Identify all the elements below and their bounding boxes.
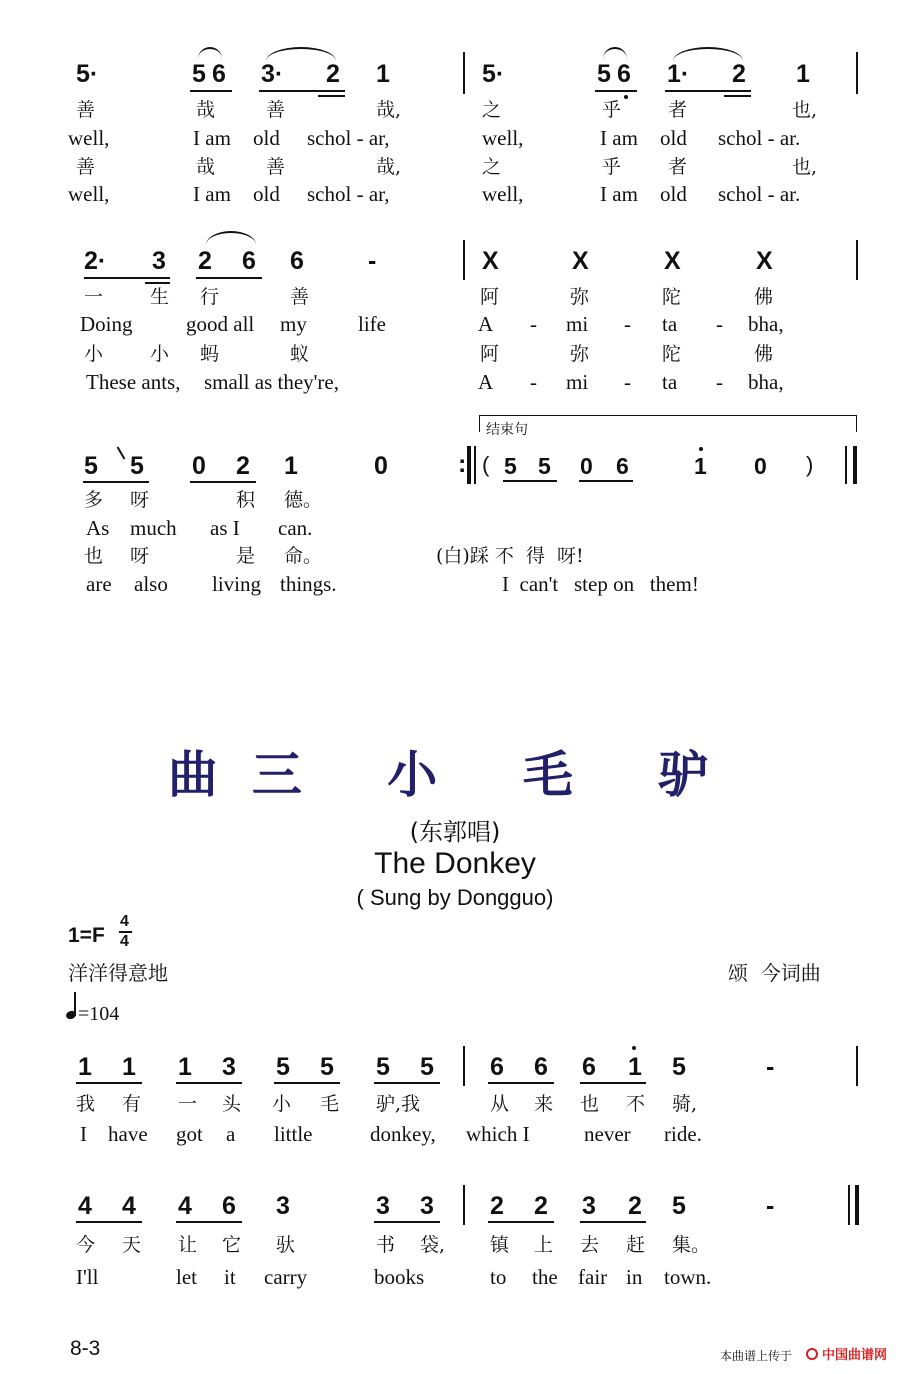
lyric-zh: 头 <box>222 1093 242 1115</box>
lyric-zh: 陀 <box>662 286 682 308</box>
lyric-en: schol - ar. <box>718 182 801 206</box>
lyric-en: schol - ar, <box>307 182 390 206</box>
lyric-zh: 乎 <box>602 99 622 121</box>
lyric-zh: 哉 <box>196 99 216 121</box>
lyric-zh: 呀 <box>130 489 150 511</box>
lyric-en: which I <box>466 1122 530 1146</box>
underline <box>259 90 345 92</box>
underline <box>374 1082 440 1084</box>
note: - <box>766 1053 775 1081</box>
note: 6 <box>534 1053 548 1081</box>
english-singer: ( Sung by Dongguo) <box>356 885 554 910</box>
lyric-en: - <box>530 370 537 394</box>
key-signature: 1=F <box>68 924 105 947</box>
barline <box>474 446 476 484</box>
lyric-en: good all <box>186 312 255 336</box>
underline <box>83 481 149 483</box>
lyric-zh: 者 <box>668 156 688 178</box>
lyric-zh: 今 <box>76 1234 96 1256</box>
note: - <box>368 247 377 275</box>
lyric-zh: 驴,我 <box>376 1093 421 1115</box>
ending-bracket <box>479 415 857 432</box>
note: 5 <box>192 60 206 88</box>
lyric-zh: 小 <box>272 1093 292 1115</box>
lyric-en: can. <box>278 516 313 540</box>
note: 3 <box>152 247 166 275</box>
lyric-en: my <box>280 312 307 336</box>
lyric-zh: 也, <box>792 156 818 178</box>
song-title: 曲三 小 毛 驴 <box>167 746 743 804</box>
note: 3 <box>582 1192 596 1220</box>
lyric-en: old <box>253 182 280 206</box>
lyric-en: I am <box>600 126 638 150</box>
note: 6 <box>242 247 256 275</box>
octave-dot <box>632 1046 636 1050</box>
lyric-en: These ants, <box>86 370 181 394</box>
lyric-en: to <box>490 1265 507 1289</box>
lyric-zh: 佛 <box>754 286 774 308</box>
lyric-zh: 袋, <box>420 1234 446 1256</box>
note: 5 <box>538 453 551 479</box>
expression-mark: 洋洋得意地 <box>68 961 168 985</box>
lyric-en: are <box>86 572 112 596</box>
lyric-zh: 也, <box>792 99 818 121</box>
spoken-line-en: I can't step on them! <box>502 572 699 596</box>
lyric-en: I'll <box>76 1265 99 1289</box>
lyric-zh: 我 <box>76 1093 96 1115</box>
lyric-zh: 哉, <box>376 99 402 121</box>
note: 6 <box>290 247 304 275</box>
octave-dot <box>699 447 703 451</box>
underline <box>274 1082 340 1084</box>
note: 1 <box>122 1053 136 1081</box>
lyric-zh: 善 <box>290 286 310 308</box>
barline <box>856 52 858 94</box>
note: 4 <box>178 1192 192 1220</box>
note: 1 <box>178 1053 192 1081</box>
lyric-zh: 集。 <box>672 1234 711 1256</box>
lyric-zh: 毛 <box>320 1093 340 1115</box>
lyric-en: well, <box>482 126 524 150</box>
lyric-zh: 乎 <box>602 156 622 178</box>
note: 1· <box>667 60 690 88</box>
note: 5 <box>420 1053 434 1081</box>
note: 5 <box>672 1053 686 1081</box>
note: 2 <box>534 1192 548 1220</box>
slur <box>603 47 627 59</box>
slur <box>206 231 256 245</box>
lyric-en: mi <box>566 370 589 394</box>
underline <box>665 90 751 92</box>
time-top: 4 <box>120 913 129 930</box>
lyric-zh: 天 <box>122 1234 142 1256</box>
lyric-en: A <box>478 370 494 394</box>
lyric-en: ta <box>662 312 678 336</box>
note: 5 <box>376 1053 390 1081</box>
lyric-en: I <box>80 1122 87 1146</box>
note: X <box>572 247 589 275</box>
lyric-zh: 镇 <box>490 1234 510 1256</box>
lyric-zh: 命。 <box>284 545 323 567</box>
note: 5 <box>276 1053 290 1081</box>
lyric-zh: 赶 <box>626 1234 646 1256</box>
lyric-en: Doing <box>80 312 133 336</box>
underline <box>76 1221 142 1223</box>
note: 6 <box>212 60 226 88</box>
lyric-zh: 善 <box>266 99 286 121</box>
lyric-en: old <box>660 126 687 150</box>
ending-label: 结束句 <box>486 421 528 437</box>
lyric-en: little <box>274 1122 313 1146</box>
barline <box>856 240 858 280</box>
lyric-en: I am <box>600 182 638 206</box>
lyric-en: town. <box>664 1265 712 1289</box>
lyric-en: I am <box>193 182 231 206</box>
lyric-zh: 呀 <box>130 545 150 567</box>
note: 6 <box>582 1053 596 1081</box>
lyric-zh: 善 <box>76 99 96 121</box>
underline <box>488 1082 554 1084</box>
lyric-zh: 佛 <box>754 343 774 365</box>
lyric-zh: 阿 <box>480 343 500 365</box>
note: 1 <box>78 1053 92 1081</box>
lyric-zh: 哉, <box>376 156 402 178</box>
note: 2 <box>732 60 746 88</box>
note: 3· <box>261 60 284 88</box>
underline <box>580 1082 646 1084</box>
underline <box>595 90 637 92</box>
lyric-zh: 是 <box>236 545 256 567</box>
underline <box>579 480 633 482</box>
lyric-zh: 从 <box>490 1093 510 1115</box>
english-title: The Donkey <box>374 847 536 880</box>
paren-close: ) <box>806 452 814 477</box>
underline <box>724 95 751 97</box>
note: 1 <box>628 1053 642 1081</box>
note: 5 <box>672 1192 686 1220</box>
upload-note: 本曲谱上传于 <box>720 1349 793 1363</box>
underline <box>190 90 232 92</box>
lyric-en: schol - ar. <box>718 126 801 150</box>
note: 1 <box>796 60 810 88</box>
paren-open: ( <box>482 452 490 477</box>
note: 0 <box>192 452 206 480</box>
underline <box>374 1221 440 1223</box>
final-barline <box>853 446 857 484</box>
lyric-en: small as they're, <box>204 370 339 394</box>
lyric-zh: 弥 <box>570 343 590 365</box>
lyric-en: it <box>224 1265 236 1289</box>
note: 3 <box>376 1192 390 1220</box>
slur <box>198 47 222 59</box>
note: 5 <box>504 453 517 479</box>
singer-zh: (东郭唱) <box>409 818 501 846</box>
lyric-zh: 骑, <box>672 1093 698 1115</box>
barline <box>856 1046 858 1086</box>
lyric-zh: 善 <box>266 156 286 178</box>
lyric-zh: 小 <box>84 343 104 365</box>
note: 1 <box>284 452 298 480</box>
note: 5 <box>130 452 144 480</box>
lyric-en: mi <box>566 312 589 336</box>
lyric-zh: 者 <box>668 99 688 121</box>
lyric-zh: 驮 <box>276 1234 296 1256</box>
page-number: 8-3 <box>70 1337 101 1360</box>
note: 6 <box>617 60 631 88</box>
lyric-en: things. <box>280 572 337 596</box>
site-logo-text[interactable]: 中国曲谱网 <box>822 1348 888 1363</box>
credit: 颂 今词曲 <box>728 961 821 985</box>
lyric-zh: 一 <box>178 1093 198 1115</box>
lyric-zh: 积 <box>236 489 256 511</box>
lyric-zh: 善 <box>76 156 96 178</box>
lyric-zh: 也 <box>580 1093 600 1115</box>
underline <box>503 480 557 482</box>
lyric-zh: 上 <box>534 1234 554 1256</box>
lyric-zh: 生 <box>150 286 170 308</box>
underline <box>488 1221 554 1223</box>
note: 2 <box>326 60 340 88</box>
lyric-zh: 去 <box>580 1234 600 1256</box>
lyric-zh: 它 <box>222 1234 242 1256</box>
barline <box>463 1046 465 1086</box>
lyric-zh: 来 <box>534 1093 554 1115</box>
lyric-zh: 陀 <box>662 343 682 365</box>
lyric-zh: 阿 <box>480 286 500 308</box>
lyric-en: ta <box>662 370 678 394</box>
lyric-zh: 让 <box>178 1234 198 1256</box>
note: 5· <box>482 60 505 88</box>
lyric-zh: 小 <box>150 343 170 365</box>
lyric-zh: 之 <box>482 156 502 178</box>
lyric-en: have <box>108 1122 148 1146</box>
note: 6 <box>222 1192 236 1220</box>
underline <box>176 1082 242 1084</box>
note: 5 <box>597 60 611 88</box>
note: 0 <box>580 453 593 479</box>
octave-dot <box>624 95 628 99</box>
lyric-en: - <box>624 312 631 336</box>
lyric-en: schol - ar, <box>307 126 390 150</box>
underline <box>176 1221 242 1223</box>
note: 2 <box>198 247 212 275</box>
lyric-en: bha, <box>748 312 784 336</box>
barline <box>848 1185 850 1225</box>
lyric-en: as I <box>210 516 240 540</box>
lyric-zh: 哉 <box>196 156 216 178</box>
lyric-en: got <box>176 1122 203 1146</box>
lyric-en: well, <box>68 126 110 150</box>
repeat-barline <box>467 446 471 484</box>
note: 0 <box>754 453 767 479</box>
note: 2· <box>84 247 107 275</box>
lyric-en: donkey, <box>370 1122 436 1146</box>
lyric-zh: 弥 <box>570 286 590 308</box>
grace-mark <box>117 446 126 459</box>
note: 2 <box>236 452 250 480</box>
lyric-en: also <box>134 572 168 596</box>
lyric-en: As <box>86 516 110 540</box>
barline <box>463 52 465 94</box>
note: 6 <box>490 1053 504 1081</box>
underline <box>196 277 262 279</box>
lyric-en: old <box>660 182 687 206</box>
note: 5 <box>84 452 98 480</box>
underline <box>190 481 256 483</box>
lyric-zh: 书 <box>376 1234 396 1256</box>
lyric-zh: 蚁 <box>290 343 310 365</box>
lyric-en: - <box>716 370 723 394</box>
note: 1 <box>376 60 390 88</box>
underline <box>76 1082 142 1084</box>
lyric-en: carry <box>264 1265 308 1289</box>
lyric-zh: 不 <box>626 1093 646 1115</box>
underline <box>84 277 170 279</box>
note: 3 <box>222 1053 236 1081</box>
note: X <box>482 247 499 275</box>
underline <box>145 282 170 284</box>
lyric-zh: 德。 <box>284 489 323 511</box>
note: 3 <box>420 1192 434 1220</box>
lyric-en: A <box>478 312 494 336</box>
lyric-en: old <box>253 126 280 150</box>
lyric-en: well, <box>68 182 110 206</box>
note: 4 <box>122 1192 136 1220</box>
underline <box>580 1221 646 1223</box>
lyric-zh: 之 <box>482 99 502 121</box>
lyric-en: well, <box>482 182 524 206</box>
note: 0 <box>374 452 388 480</box>
underline <box>318 95 345 97</box>
lyric-en: books <box>374 1265 425 1289</box>
note: 5· <box>76 60 99 88</box>
note: 5 <box>320 1053 334 1081</box>
quarter-note-stem <box>74 992 76 1016</box>
lyric-zh: 多 <box>84 489 104 511</box>
note: X <box>664 247 681 275</box>
lyric-en: bha, <box>748 370 784 394</box>
lyric-en: living <box>212 572 262 596</box>
lyric-en: - <box>716 312 723 336</box>
lyric-zh: 蚂 <box>200 343 220 365</box>
slur <box>266 47 336 61</box>
barline <box>463 1185 465 1225</box>
note: 1 <box>694 453 707 479</box>
lyric-en: I am <box>193 126 231 150</box>
lyric-zh: 一 <box>84 286 104 308</box>
lyric-zh: 也 <box>84 545 104 567</box>
lyric-en: fair <box>578 1265 608 1289</box>
repeat-dots: : <box>458 450 467 478</box>
spoken-line: (白)踩 不 得 呀! <box>436 545 584 567</box>
lyric-en: in <box>626 1265 643 1289</box>
lyric-en: life <box>358 312 386 336</box>
note: X <box>756 247 773 275</box>
lyric-en: the <box>532 1265 558 1289</box>
lyric-en: a <box>226 1122 236 1146</box>
lyric-en: much <box>130 516 177 540</box>
slur <box>673 47 743 61</box>
note: - <box>766 1192 775 1220</box>
lyric-zh: 有 <box>122 1093 142 1115</box>
lyric-en: never <box>584 1122 631 1146</box>
note: 3 <box>276 1192 290 1220</box>
note: 2 <box>628 1192 642 1220</box>
time-bottom: 4 <box>120 933 129 950</box>
barline <box>845 446 847 484</box>
lyric-en: - <box>624 370 631 394</box>
final-barline <box>855 1185 859 1225</box>
note: 4 <box>78 1192 92 1220</box>
lyric-en: ride. <box>664 1122 702 1146</box>
barline <box>463 240 465 280</box>
note: 6 <box>616 453 629 479</box>
note: 2 <box>490 1192 504 1220</box>
lyric-en: let <box>176 1265 197 1289</box>
tempo-mark: =104 <box>78 1003 120 1025</box>
lyric-en: - <box>530 312 537 336</box>
site-logo-icon <box>806 1348 818 1360</box>
lyric-zh: 行 <box>200 286 220 308</box>
